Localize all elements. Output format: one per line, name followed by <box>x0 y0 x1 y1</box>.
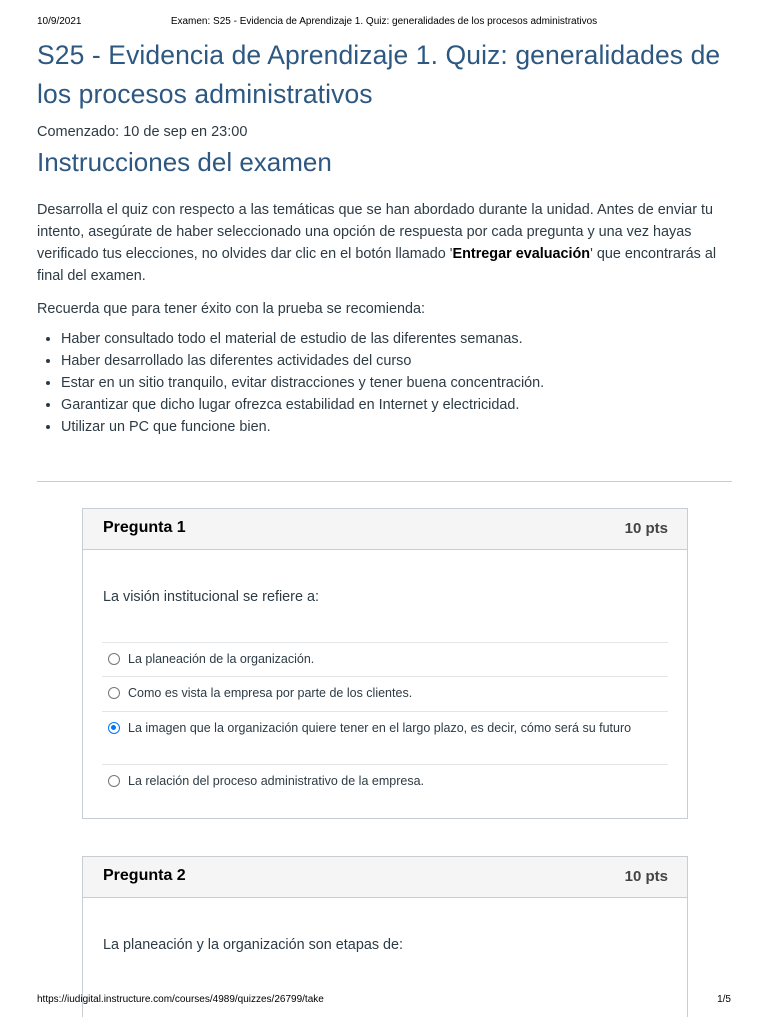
radio-button[interactable] <box>108 775 120 787</box>
answer-option-1[interactable] <box>102 642 668 676</box>
list-item: • Utilizar un PC que funcione bien. <box>61 416 732 438</box>
answer-option-3[interactable] <box>102 711 668 764</box>
answer-label: La planeación de la organización. <box>128 652 315 666</box>
question-points: 10 pts <box>624 520 668 537</box>
answer-option-4[interactable] <box>102 764 668 798</box>
print-title: Examen: S25 - Evidencia de Aprendizaje 1. Quiz: generalidades de los procesos administrativos <box>170 16 598 27</box>
quiz-title: S25 - Evidencia de Aprendizaje 1. Quiz: generalidades de los procesos administrativos <box>37 40 721 109</box>
list-item: • Haber consultado todo el material de estudio de las diferentes semanas. <box>61 328 732 350</box>
question-points: 10 pts <box>624 868 668 885</box>
submit-reference: Entregar evaluación <box>452 246 591 262</box>
tips-list <box>37 328 732 438</box>
question-2 <box>82 856 688 1017</box>
page-url: https://iudigital.instructure.com/courses/4989/quizzes/26799/take <box>37 994 324 1005</box>
instructions-text-end: ' que encontrarás al final del examen. <box>37 246 717 284</box>
question-text: La visión institucional se refiere a: <box>103 589 319 605</box>
answer-label: La relación del proceso administrativo de la empresa. <box>128 774 424 788</box>
question-name: Pregunta 2 <box>103 867 186 884</box>
answer-label: Como es vista la empresa por parte de los clientes. <box>128 686 413 700</box>
print-footer <box>37 994 731 1008</box>
question-text: La planeación y la organización son etapas de: <box>103 937 404 953</box>
section-divider <box>37 481 732 482</box>
instructions-text-start: Desarrolla el quiz con respecto a las temáticas que se han abordado durante la unidad. Antes de enviar tu intento, asegúrate de haber seleccionado una opción de respuesta por cada pregunta y una vez hayas verificado tus elecciones, no olvides dar clic en el botón llamado ' <box>37 202 713 262</box>
recommend-text: Recuerda que para tener éxito con la prueba se recomienda: <box>37 301 425 317</box>
print-date: 10/9/2021 <box>37 16 82 27</box>
list-item: • Haber desarrollado las diferentes actividades del curso <box>61 350 732 372</box>
answer-label: La imagen que la organización quiere tener en el largo plazo, es decir, cómo será su futuro <box>128 721 632 735</box>
list-item: • Estar en un sitio tranquilo, evitar distracciones y tener buena concentración. <box>61 372 732 394</box>
radio-button[interactable] <box>108 653 120 665</box>
instructions-text <box>37 199 732 287</box>
print-header <box>37 16 731 30</box>
question-1 <box>82 508 688 819</box>
page-number: 1/5 <box>717 994 731 1005</box>
radio-button-selected[interactable] <box>108 722 120 734</box>
list-item: • Garantizar que dicho lugar ofrezca estabilidad en Internet y electricidad. <box>61 394 732 416</box>
question-header <box>83 857 687 898</box>
instructions-heading: Instrucciones del examen <box>37 147 332 177</box>
answer-option-2[interactable] <box>102 676 668 711</box>
question-header <box>83 509 687 550</box>
question-name: Pregunta 1 <box>103 519 186 536</box>
answer-list <box>102 642 668 798</box>
radio-button[interactable] <box>108 687 120 699</box>
started-time: Comenzado: 10 de sep en 23:00 <box>37 124 248 140</box>
quiz-content <box>37 36 732 438</box>
